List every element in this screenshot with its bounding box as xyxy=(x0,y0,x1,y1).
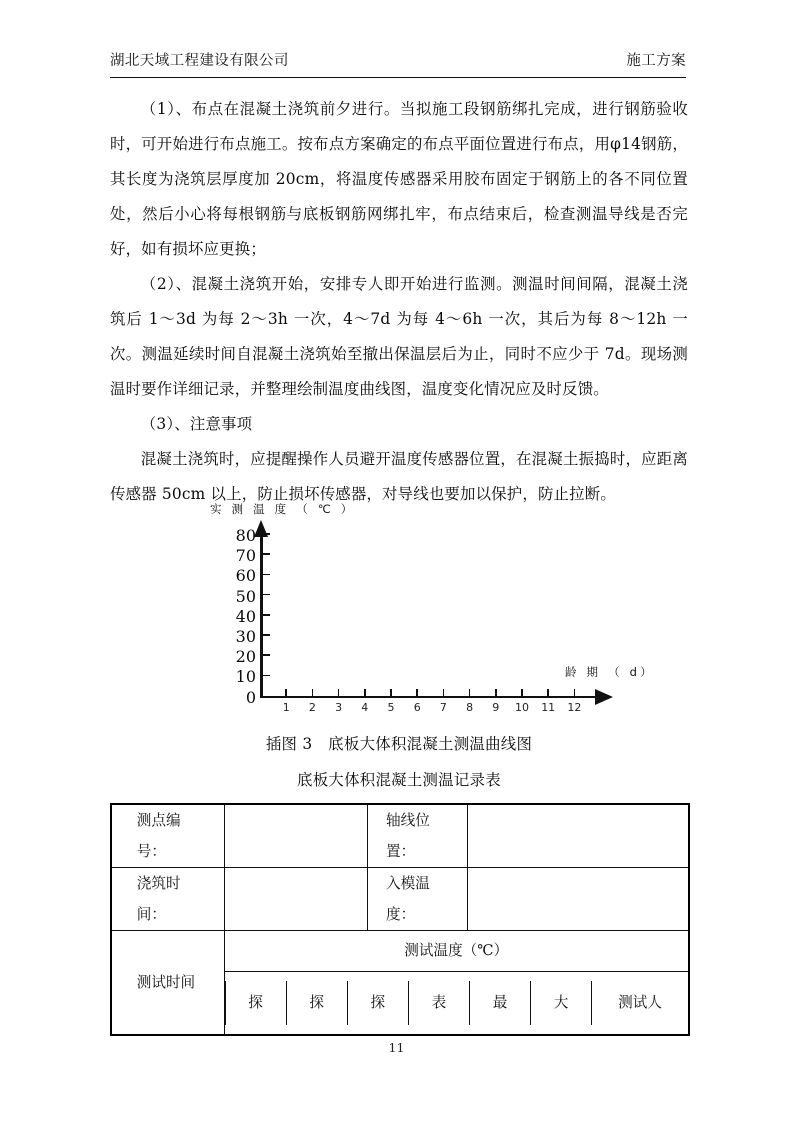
document-header xyxy=(110,52,686,70)
paragraph-2: （2）、混凝土浇筑开始，安排专人即开始进行监测。测温时间间隔，混凝土浇筑后 1～3d 为每 2～3h 一次，4～7d 为每 4～6h 一次，其后为每 8～12h 一次。测温延续时间自混凝土浇筑始至撤出保温层后为止，同时不应少于 7d。现场测温时要作详细记录，并整理绘制温度曲线图，温度变化情况应及时反馈。 xyxy=(110,275,688,398)
sub-header-cell: 探 xyxy=(286,981,347,1025)
x-axis-tick xyxy=(521,689,523,696)
x-axis-tick-label: 5 xyxy=(387,701,395,714)
x-axis-tick xyxy=(416,689,418,696)
x-axis-tick xyxy=(390,689,392,696)
sub-header-cell: 探 xyxy=(347,981,408,1025)
chart-axes xyxy=(110,492,688,727)
header-divider-rule xyxy=(110,77,686,78)
cell-axis-position-label: 轴线位置： xyxy=(367,804,467,868)
cell-mold-temp-label: 入模温度： xyxy=(367,868,467,931)
y-axis-tick-label: 20 xyxy=(235,647,256,667)
y-axis-tick-label: 50 xyxy=(235,586,256,606)
sub-header-cell: 最 xyxy=(469,981,530,1025)
temperature-record-table xyxy=(110,803,690,1036)
x-axis-tick-label: 3 xyxy=(335,701,343,714)
temperature-curve-figure xyxy=(110,492,688,727)
cell-measuring-point-value[interactable] xyxy=(224,804,367,868)
y-axis-tick-label: 70 xyxy=(235,546,256,566)
sub-header-cell: 测试人 xyxy=(592,981,688,1025)
y-axis-tick xyxy=(263,675,270,677)
x-axis-tick xyxy=(312,689,314,696)
y-axis-tick xyxy=(263,533,270,535)
table-row xyxy=(225,981,688,1025)
x-axis-tick xyxy=(443,689,445,696)
x-axis-tick-label: 1 xyxy=(282,701,290,714)
x-axis-tick-label: 2 xyxy=(308,701,316,714)
x-axis-tick xyxy=(547,689,549,696)
figure-caption: 插图 3 底板大体积混凝土测温曲线图 xyxy=(265,735,533,753)
x-axis-tick xyxy=(495,689,497,696)
y-axis-tick xyxy=(263,634,270,636)
x-axis-tick-label: 9 xyxy=(492,701,500,714)
sub-header-cell: 表 xyxy=(408,981,469,1025)
x-axis-tick-label: 4 xyxy=(361,701,369,714)
paragraph-3: （3）、注意事项 xyxy=(140,415,253,433)
sub-header-cell: 探 xyxy=(225,981,286,1025)
table-row xyxy=(111,804,689,868)
x-axis-tick-label: 12 xyxy=(567,701,582,714)
y-axis-line xyxy=(260,534,263,698)
cell-axis-position-value[interactable] xyxy=(467,804,689,868)
y-axis-tick-label: 60 xyxy=(235,566,256,586)
cell-mold-temp-value[interactable] xyxy=(467,868,689,931)
x-axis-tick xyxy=(469,689,471,696)
y-axis-tick xyxy=(263,574,270,576)
paragraph-1: （1）、布点在混凝土浇筑前夕进行。当拟施工段钢筋绑扎完成，进行钢筋验收时，可开始进行布点施工。按布点方案确定的布点平面位置进行布点，用φ14钢筋，其长度为浇筑层厚度加 20cm，将温度传感器采用胶布固定于钢筋上的各不同位置处，然后小心将每根钢筋与底板钢筋网绑扎牢，布点结束后，检查测温导线是否完好，如有损坏应更换； xyxy=(110,100,688,258)
x-axis-tick xyxy=(574,689,576,696)
x-axis-arrow-icon xyxy=(595,689,613,705)
cell-test-time-label: 测试时间 xyxy=(111,931,224,1036)
body-content xyxy=(110,92,688,512)
y-axis-tick-label: 40 xyxy=(235,606,256,626)
x-axis-tick-label: 10 xyxy=(515,701,529,714)
x-axis-tick xyxy=(338,689,340,696)
y-axis-tick-label: 10 xyxy=(235,667,256,687)
paragraph-4: 混凝土浇筑时，应提醒操作人员避开温度传感器位置，在混凝土振捣时，应距离传感器 50cm 以上，防止损坏传感器，对导线也要加以保护，防止拉断。 xyxy=(110,450,688,503)
x-axis-tick xyxy=(285,689,287,696)
y-axis-tick-label: 0 xyxy=(245,687,256,707)
x-axis-tick-label: 7 xyxy=(439,701,447,714)
sub-header-table xyxy=(225,981,689,1025)
cell-pour-time-label: 浇筑时间： xyxy=(111,868,224,931)
y-axis-label: 实 测 温 度 （ ℃ ） xyxy=(210,502,356,516)
x-axis-tick-label: 11 xyxy=(541,701,556,714)
x-axis-label: 龄 期 （ d） xyxy=(565,665,655,679)
table-title: 底板大体积混凝土测温记录表 xyxy=(297,771,501,789)
header-doc-type: 施工方案 xyxy=(626,53,686,69)
x-axis-tick-label: 8 xyxy=(466,701,474,714)
sub-header-cell: 大 xyxy=(531,981,592,1025)
y-axis-tick-label: 30 xyxy=(235,626,256,646)
header-company-name: 湖北天域工程建设有限公司 xyxy=(110,53,289,69)
y-axis-tick xyxy=(263,553,270,555)
table-row xyxy=(111,868,689,931)
cell-pour-time-value[interactable] xyxy=(224,868,367,931)
y-axis-tick xyxy=(263,614,270,616)
x-axis-tick-label: 6 xyxy=(413,701,421,714)
cell-measuring-point-label: 测点编号： xyxy=(111,804,224,868)
table-row xyxy=(111,931,689,972)
y-axis-tick-label: 80 xyxy=(235,526,256,545)
y-axis-tick xyxy=(263,594,270,596)
y-axis-tick xyxy=(263,654,270,656)
cell-test-temperature-header: 测试温度（℃） xyxy=(224,931,689,972)
x-axis-tick xyxy=(364,689,366,696)
page-number: 11 xyxy=(388,1040,405,1055)
